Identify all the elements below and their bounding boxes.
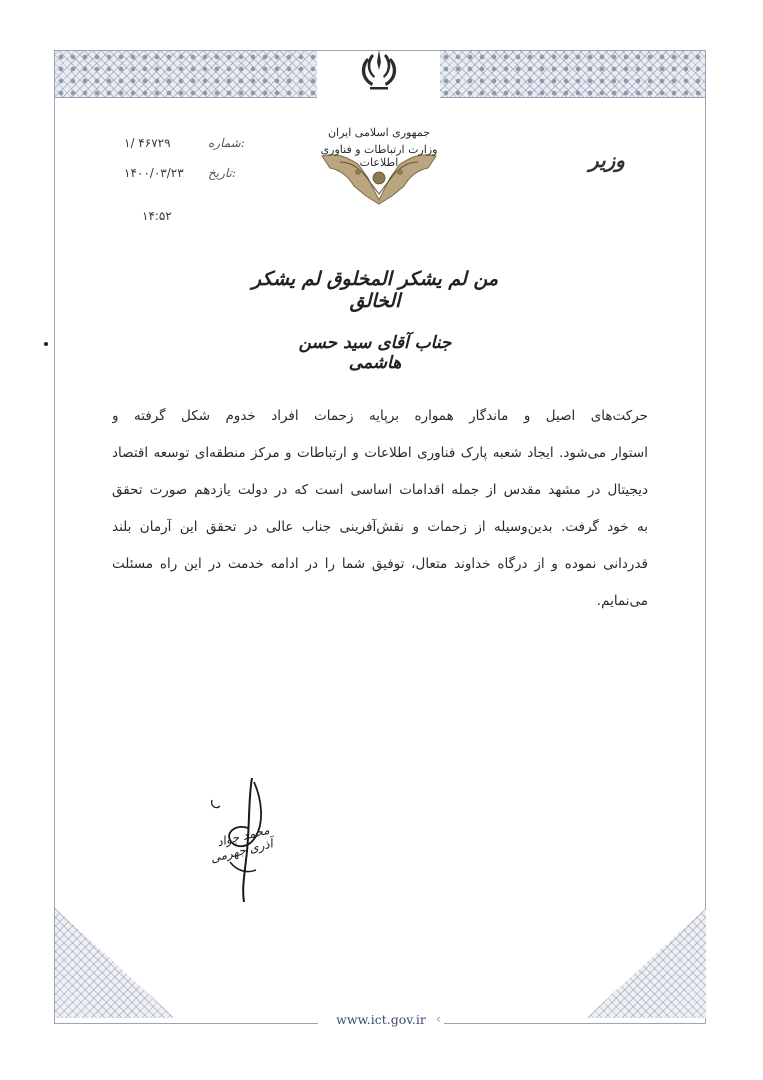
ornament-band-right [440, 51, 705, 98]
greeting-line: من لم یشکر المخلوق لم یشکر الخالق [251, 268, 499, 312]
addressee: جناب آقای سید حسن هاشمی [298, 333, 452, 373]
scan-dot [44, 342, 48, 346]
number-label: شماره: [208, 136, 245, 150]
time-value: ۱۴:۵۲ [142, 209, 172, 223]
iran-emblem-icon [362, 50, 396, 90]
ministry-name: وزارت ارتباطات و فناوری اطلاعات [320, 143, 438, 169]
emblem-ornament [318, 40, 440, 205]
country-name: جمهوری اسلامی ایران [327, 126, 431, 139]
footer-url: www.ict.gov.ir [318, 1012, 444, 1027]
body-line: دیجیتال در مشهد مقدس از جمله اقدامات اساسی است که در دولت یازدهم صورت تحقق [112, 482, 648, 498]
body-line: حرکت‌های اصیل و ماندگار همواره برپایه زحمات افراد خدوم شکل گرفته و [112, 408, 648, 424]
signatory-name: محمد جواد آذری جهرمی [209, 822, 275, 866]
letter-body [112, 398, 648, 620]
number-value: ۱/ ۴۶۷۲۹ [124, 136, 171, 150]
date-label: تاریخ: [208, 166, 236, 180]
role-title: وزیر [589, 148, 625, 172]
date-value: ۱۴۰۰/۰۳/۲۳ [124, 166, 184, 180]
ornament-band-left [55, 51, 317, 98]
body-line: قدردانی نموده و از درگاه خداوند متعال، توفیق شما را در ادامه خدمت در این راه مسئلت [112, 556, 648, 572]
body-line: استوار می‌شود. ایجاد شعبه پارک فناوری اطلاعات و ارتباطات و مرکز منطقه‌ای توسعه اقتصاد [112, 445, 648, 461]
body-line: به خود گرفت. بدین‌وسیله از زحمات و نقش‌آفرینی جناب عالی در تحقق این آرمان بلند [112, 519, 648, 535]
footer-right-arrow-icon: ‹ [436, 1012, 441, 1026]
body-line: می‌نمایم. [596, 593, 648, 609]
ministry-emblem [318, 40, 440, 205]
